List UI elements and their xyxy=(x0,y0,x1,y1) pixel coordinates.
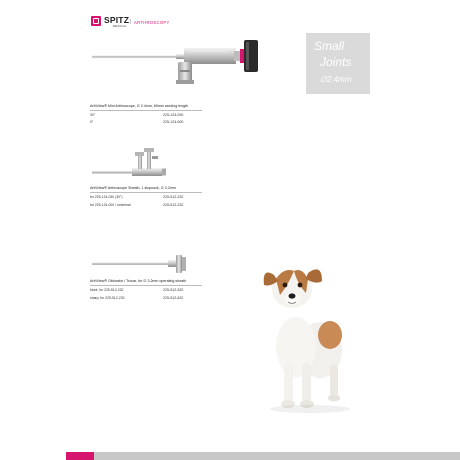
footer-accent-bar xyxy=(66,452,94,460)
obturator-trocar-image xyxy=(88,252,192,276)
badge-diameter: ∅2.4mm xyxy=(320,75,352,84)
product-3-row-2-label: sharp, for 225-512-232 xyxy=(90,296,125,300)
product-3-title: ArthView® Obturator / Trocar, for ∅ 3.2mm operating sheath xyxy=(90,279,187,283)
product-2-row-1-code: 225-512-232 xyxy=(163,195,184,199)
arthroscope-sheath-image xyxy=(88,144,178,180)
brand-name: SPITZ xyxy=(104,15,130,25)
product-1-rule xyxy=(90,110,202,111)
product-2-row-2-label: for 225-124-000 / universal xyxy=(90,203,131,207)
product-1-title: ArthView® Mini Arthroscope, ∅ 2.4mm, 69mm working length xyxy=(90,104,188,108)
product-2-rule xyxy=(90,192,202,193)
product-2-row-1-label: for 225-124-030 (30°) xyxy=(90,195,123,199)
product-1-row-1-code: 225-124-030 xyxy=(163,113,184,117)
product-3-row-2-code: 225-512-632 xyxy=(163,296,184,300)
jack-russell-dog-image xyxy=(240,255,360,415)
brand-logo-icon xyxy=(91,16,101,26)
product-3-row-1-code: 225-512-532 xyxy=(163,288,184,292)
product-1-row-2-label: 0° xyxy=(90,120,94,124)
badge-line-1: Small xyxy=(314,39,345,53)
badge-line-2: Joints xyxy=(320,55,352,69)
product-2-row-2-code: 225-512-232 xyxy=(163,203,184,207)
product-1-row-1-label: 30° xyxy=(90,113,96,117)
brand-subtitle: MEDICAL xyxy=(113,24,127,28)
product-1-row-2-code: 225-124-000 xyxy=(163,120,184,124)
arthroscope-image xyxy=(88,36,268,96)
footer-bar xyxy=(94,452,460,460)
product-3-rule xyxy=(90,285,202,286)
section-title: ARTHROSCOPY xyxy=(134,19,170,25)
product-2-title: ArthView® Arthroscope Sheath, 1 stopcock, ∅ 3.2mm xyxy=(90,186,176,190)
product-3-row-1-label: blunt, for 225-512-232 xyxy=(90,288,124,292)
header-separator: | xyxy=(130,19,132,25)
